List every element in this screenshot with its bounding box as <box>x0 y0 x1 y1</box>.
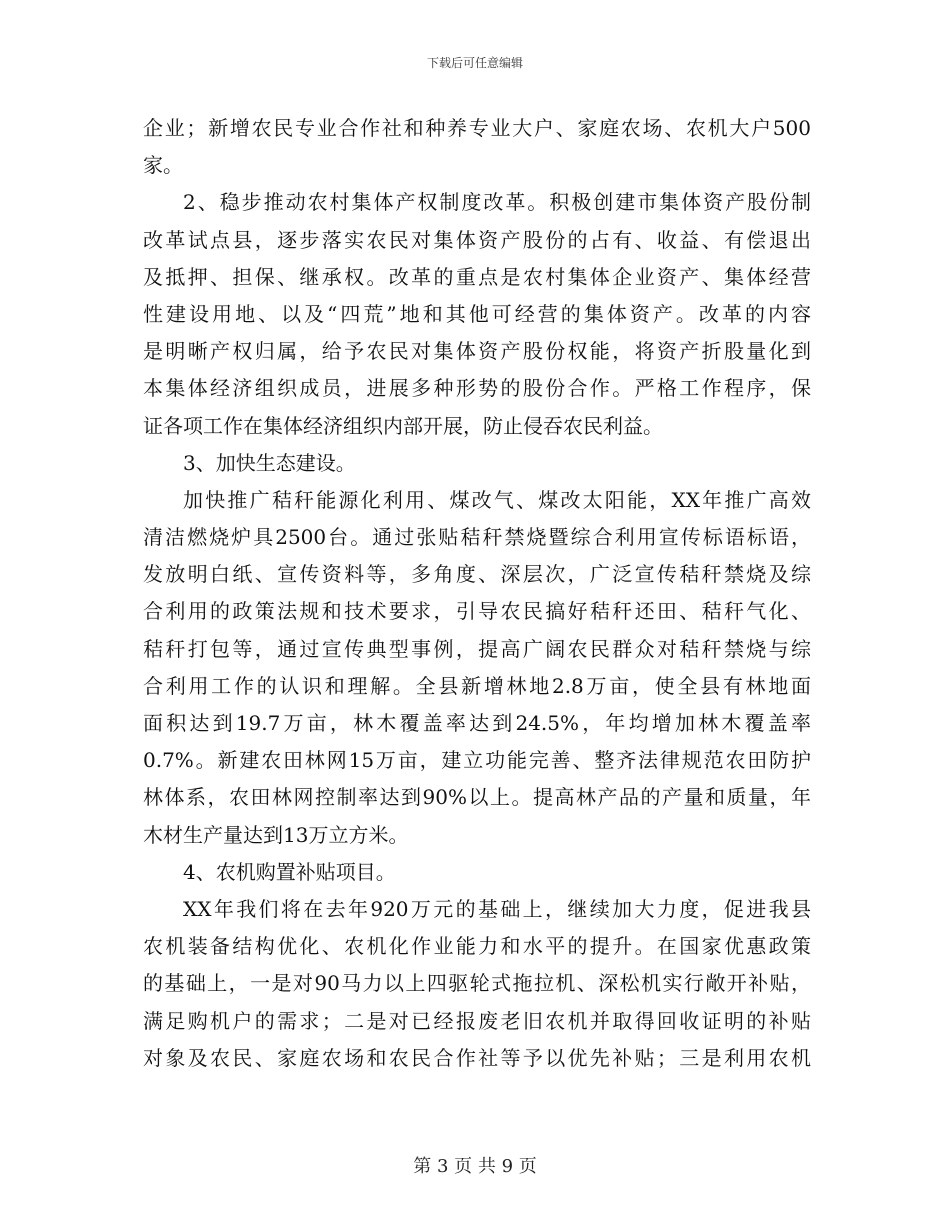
text-line: 加快推广秸秆能源化利用、煤改气、煤改太阳能，XX年推广高效 <box>183 487 811 512</box>
text-line: 企业；新增农民专业合作社和种养专业大户、家庭农场、农机大户500 <box>143 116 811 140</box>
text-line: 证各项工作在集体经济组织内部开展，防止侵吞农民利益。 <box>143 413 663 438</box>
text-line: 清洁燃烧炉具2500台。通过张贴秸秆禁烧暨综合利用宣传标语标语， <box>143 525 811 550</box>
text-line: 合利用的政策法规和技术要求，引导农民搞好秸秆还田、秸秆气化、 <box>143 599 811 624</box>
text-line: 性建设用地、以及“四荒”地和其他可经营的集体资产。改革的内容 <box>143 301 811 326</box>
text-line: XX年我们将在去年920万元的基础上，继续加大力度，促进我县 <box>183 896 811 921</box>
text-line: 林体系，农田林网控制率达到90%以上。提高林产品的产量和质量，年 <box>143 785 811 810</box>
text-line: 0.7%。新建农田林网15万亩，建立功能完善、整齐法律规范农田防护 <box>143 748 811 773</box>
page-header: 下载后可任意编辑 <box>426 56 523 70</box>
text-line: 木材生产量达到13万立方米。 <box>143 822 409 847</box>
text-line: 及抵押、担保、继承权。改革的重点是农村集体企业资产、集体经营 <box>143 264 811 289</box>
text-line: 2、稳步推动农村集体产权制度改革。积极创建市集体资产股份制 <box>183 190 811 215</box>
text-line: 是明晰产权归属，给予农民对集体资产股份权能，将资产折股量化到 <box>143 339 811 364</box>
text-line: 发放明白纸、宣传资料等，多角度、深层次，广泛宣传秸秆禁烧及综 <box>143 562 811 587</box>
text-line: 满足购机户的需求；二是对已经报废老旧农机并取得回收证明的补贴 <box>143 1008 811 1033</box>
text-line: 本集体经济组织成员，进展多种形势的股份合作。严格工作程序，保 <box>143 376 811 401</box>
text-line: 3、加快生态建设。 <box>183 450 356 475</box>
text-line: 农机装备结构优化、农机化作业能力和水平的提升。在国家优惠政策 <box>143 934 811 959</box>
text-line: 的基础上，一是对90马力以上四驱轮式拖拉机、深松机实行敞开补贴， <box>143 971 811 996</box>
document-body <box>143 110 811 1077</box>
text-line: 合利用工作的认识和理解。全县新增林地2.8万亩，使全县有林地面 <box>143 673 811 698</box>
text-line: 4、农机购置补贴项目。 <box>183 859 396 884</box>
text-line: 改革试点县，逐步落实农民对集体资产股份的占有、收益、有偿退出 <box>143 227 811 252</box>
page-footer: 第 3 页 共 9 页 <box>413 1156 537 1177</box>
text-line: 对象及农民、家庭农场和农民合作社等予以优先补贴；三是利用农机 <box>143 1045 811 1070</box>
text-line: 面积达到19.7万亩，林木覆盖率达到24.5%，年均增加林木覆盖率 <box>143 711 811 735</box>
text-line: 家。 <box>143 153 183 178</box>
text-line: 秸秆打包等，通过宣传典型事例，提高广阔农民群众对秸秆禁烧与综 <box>143 636 811 661</box>
